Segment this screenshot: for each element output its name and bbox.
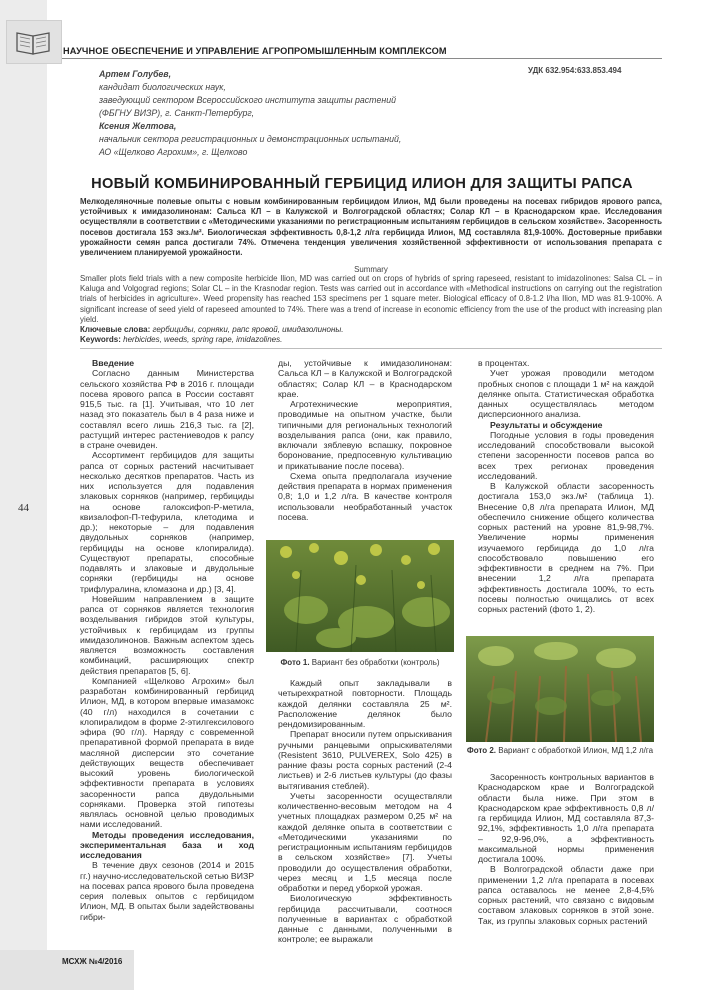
summary-heading: Summary (354, 265, 388, 274)
keywords-en: Keywords: herbicides, weeds, spring rape, imidazolines. (80, 335, 283, 344)
text-column-3-lower (478, 772, 654, 926)
paragraph: Учеты засоренности осуществляли количественно-весовым методом на 4 учетных площадках размером 0,25 м² на каждой делянке опыта в соответствии с «Методическими указаниями по регистрационным испытаниям гербицидов в сельском хозяйстве» [7]. Учеты проводили до осуществления обработки, через месяц и 1,5 месяца после обработки и перед уборкой урожая. (278, 790, 452, 893)
author-position-1: заведующий сектором Всероссийского института защиты растений (99, 95, 397, 105)
paragraph: Новейшим направлением в защите рапса от сорняков является технология возделывания гибридов этой культуры, устойчивых к гербицидам из группы имидазолинонов. Важным аспектом здесь является возможность составления комбинаций, расширяющих спектр действия препаратов [5, 6]. (80, 593, 254, 676)
udk-code: УДК 632.954:633.853.494 (528, 66, 622, 75)
paragraph: ды, устойчивые к имидазолинонам: Сальса КЛ – в Калужской и Волгоградской областях; Солар КЛ – в Краснодарском крае. (278, 358, 452, 399)
journal-section-header: НАУЧНОЕ ОБЕСПЕЧЕНИЕ И УПРАВЛЕНИЕ АГРОПРОМЫШЛЕННЫМ КОМПЛЕКСОМ (63, 46, 447, 56)
author-affiliation-2: АО «Щелково Агрохим», г. Щелково (99, 147, 248, 157)
paragraph: Схема опыта предполагала изучение действия препарата в нормах применения 0,8; 1,0 и 1,2 л/га. В качестве контроля использовали необработанный участок посева. (278, 470, 452, 522)
abstract-divider (80, 348, 662, 349)
journal-issue-footer: МСХЖ №4/2016 (62, 957, 123, 966)
text-column-2 (278, 358, 452, 522)
paragraph: Засоренность контрольных вариантов в Краснодарском крае и Волгоградской области была ниже. При этом в Краснодарском крае эффективность 0,8 л/га гербицида Илион, МД составляла 87,3-92,1%, эффективность 1,0 л/га препарата – 92,9-96,0%, а эффективность максимальной нормы применения достигала 100%. (478, 772, 654, 864)
paragraph: В Волгоградской области даже при применении 1,2 л/га препарата в посевах рапса оставалось не менее 2,8-4,5% сорных растений, что связано с видовым составом злаковых сорняков в этой зоне. Так, из группы злаковых сорных растений (478, 864, 654, 926)
paragraph: Биологическую эффективность гербицида рассчитывали, соотнося полученные в вариантах с обработкой данные с данными, полученными в контроле; ее выражали (278, 893, 452, 945)
abstract-ru: Мелкоделяночные полевые опыты с новым комбинированным гербицидом Илион, МД были проведены на посевах гибридов ярового рапса, устойчивых к имидазолинонам: Сальса КЛ – в Калужской и Волгоградской областях; Солар КЛ – в Краснодарском крае. Исследования осуществляли в соответствии с «Методическими указаниями по регистрационным испытаниям гербицидов в сельском хозяйстве». Засоренность посевов достигала 153 экз./м². Биологическая эффективность 0,8-1,2 л/га гербицида Илион, МД составляла 81,9-100%. Достоверные прибавки урожайности семян рапса достигали 74%. Отмечена тенденция увеличения хозяйственной эффективности от использования препарата с увеличением планируемой урожайности. (80, 197, 662, 258)
paragraph: В течение двух сезонов (2014 и 2015 гг.) научно-исследовательской сетью ВИЗР на посевах рапса ярового была проведена серия полевых опытов с гербицидом Илион, МД. В опытах были задействованы гибри- (80, 860, 254, 922)
paragraph: в процентах. (478, 358, 530, 368)
paragraph: Компанией «Щелково Агрохим» был разработан комбинированный гербицид Илион, МД, в котором впервые имазамокс (40 г/л) находился в сочетании с клопиралидом в форме 2-этилгексилового эфира (90 г/л). Наряду с современной препаративной формой препарата в виде масляной дисперсии это сочетание действующих веществ обеспечивает высокий уровень биологической эффективности препарата в условиях засоренности рапса двудольными сорняками. Проверка этой гипотезы являлась основной целью проводимых нами исследований. (80, 675, 254, 830)
author-affiliation-1: (ФБГНУ ВИЗР), г. Санкт-Петербург, (99, 108, 255, 118)
paragraph: Каждый опыт закладывали в четырехкратной повторности. Площадь каждой делянки составляла 25 м². Расположение делянок было рендомизированным. (278, 678, 452, 729)
author-name-2: Ксения Желтова, (99, 121, 177, 131)
section-heading-introduction: Введение (92, 358, 135, 368)
photo-1-caption: Фото 1. Вариант без обработки (контроль) (280, 658, 440, 667)
paragraph: Препарат вносили путем опрыскивания ручными ранцевыми опрыскивателями (Resistent 3610, PULVEREX, Solo 425) в ранние фазы роста сорных растений (2-4 листьев) и 2-6 листьев культуры (до фазы вытягивания стеблей). (278, 729, 452, 791)
photo-1-control-plot (266, 540, 454, 652)
header-divider (62, 58, 662, 59)
article-title: НОВЫЙ КОМБИНИРОВАННЫЙ ГЕРБИЦИД ИЛИОН ДЛЯ ЗАЩИТЫ РАПСА (91, 176, 633, 192)
paragraph: Ассортимент гербицидов для защиты рапса от сорных растений насчитывает несколько десятков препаратов. Часть из них используется для подавления злаковых сорняков (например, гербициды на основе галоксифоп-Р-метила, квизалофоп-П-тефурила, клетодима и др.); некоторые – для подавления двудольных сорняков (например, гербициды на основе клопиралида). Существуют препараты, способные подавлять и злаковые и двудольные сорняки (гербициды на основе трифлуралина, кломазона и др.) [3, 4]. (80, 450, 254, 594)
photo-2-treated-plot (466, 636, 654, 742)
photo-2-caption: Фото 2. Вариант с обработкой Илион, МД 1,2 л/га (466, 746, 654, 755)
paragraph: Погодные условия в годы проведения исследований способствовали высокой степени засоренности посевов рапса во всех трех регионах проведения исследований. (478, 429, 654, 481)
text-column-3 (478, 358, 654, 614)
paragraph: Учет урожая проводили методом пробных снопов с площади 1 м² на каждой делянке опыта. Статистическая обработка данных осуществлялась методом дисперсионного анализа. (478, 368, 654, 420)
paragraph: Согласно данным Министерства сельского хозяйства РФ в 2016 г. площади посева ярового рапса в России составят 915,5 тыс. га [1]. Учитывая, что 10 лет назад это показатель был в 4 раза ниже и составлял всего лишь 216,3 тыс. га [2], растущий интерес растениеводов к рапсу в стране очевиден. (80, 368, 254, 450)
book-icon (7, 21, 61, 63)
summary-en: Smaller plots field trials with a new composite herbicide Ilion, MD was carried out on crops of hybrids of spring rapeseed, resistant to imidazolinones: Salsa CL – in Kaluga and Volgograd regions; Solar CL – in the Krasnodar region. Tests was carried out in accordance with «Methodical instructions on carrying out the registration trials of herbicides in agriculture». Weed propensity has reached 153 specimens per 1 square meter. Biological efficacy of 0.8-1.2 l/ha Ilion, MD was 81.9-100%. A significant increase of seed yield of rapeseed amounted to 74%. There was a trend of increase in economic efficiency from the use of the product with increasing plan yield. (80, 274, 662, 324)
paragraph: В Калужской области засоренность достигала 153,0 экз./м² (таблица 1). Внесение 0,8 л/га препарата Илион, МД обеспечило снижение общего количества сорных растений на уровне 81,9-98,7%. Увеличение нормы применения изучаемого гербицида до 1,0 л/га способствовало повышению его эффективности в среднем на 7%. При внесении 1,2 л/га препарата эффективность достигала 100%, то есть посевы полностью очищались от всех сорных растений (фото 1, 2). (478, 481, 654, 614)
section-heading-methods: Методы проведения исследования, экспериментальная база и ход исследования (80, 829, 254, 860)
text-column-2-lower (278, 678, 452, 945)
author-name-1: Артем Голубев, (99, 69, 172, 79)
text-column-1 (80, 358, 254, 922)
page-number: 44 (18, 502, 29, 514)
page-side-strip (0, 0, 47, 990)
keywords-ru: Ключевые слова: гербициды, сорняки, рапс яровой, имидазолиноны. (80, 325, 344, 334)
section-heading-results: Результаты и обсуждение (490, 419, 603, 430)
footer-band (0, 950, 134, 990)
journal-logo (6, 20, 62, 64)
author-position-2: начальник сектора регистрационных и демонстрационных испытаний, (99, 134, 402, 144)
paragraph: Агротехнические мероприятия, проводимые на опытном участке, были типичными для региональных технологий возделывания рапса (они, как правило, включали зяблевую вспашку, покровное боронование, предпосевную культивацию и прикатывание после посева). (278, 399, 452, 471)
author-degree-1: кандидат биологических наук, (99, 82, 226, 92)
